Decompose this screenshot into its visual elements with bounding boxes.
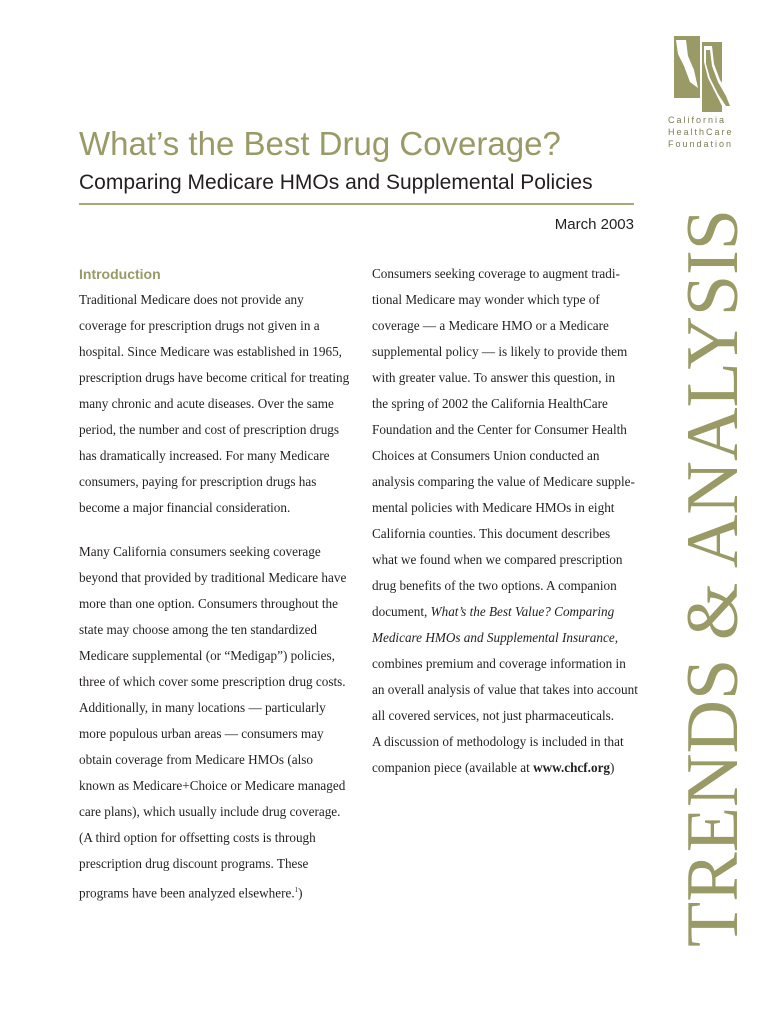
text-line: consumers, paying for prescription drugs has [79,474,317,489]
text-fragment: companion piece (available at [372,760,534,775]
org-line-1: California [668,115,727,125]
text-line: A discussion of methodology is included in that [372,734,624,749]
text-fragment: ) [610,760,615,775]
text-line: more populous urban areas — consumers may [79,726,324,741]
text-line: many chronic and acute diseases. Over the same [79,396,334,411]
text-line: all covered services, not just pharmaceuticals. [372,708,615,723]
text-line: Additionally, in many locations — particularly [79,700,326,715]
text-line: known as Medicare+Choice or Medicare managed [79,778,346,793]
text-line: with greater value. To answer this question, in [372,370,616,385]
text-line: prescription drugs have become critical for treating [79,370,350,385]
text-line: prescription drug discount programs. These [79,856,309,871]
left-column [79,261,359,906]
text-line: has dramatically increased. For many Medicare [79,448,330,463]
text-line: Many California consumers seeking coverage [79,544,321,559]
text-line: Foundation and the Center for Consumer Health [372,422,627,437]
text-fragment: document, [372,604,431,619]
right-column [372,261,640,781]
text-line: more than one option. Consumers throughout the [79,596,338,611]
text-line: combines premium and coverage information in [372,656,626,671]
companion-document-title: What’s the Best Value? Comparing [430,604,615,619]
text-line: drug benefits of the two options. A companion [372,578,617,593]
text-line: coverage for prescription drugs not given in a [79,318,320,333]
text-line [79,877,359,906]
text-line: hospital. Since Medicare was established in 1965, [79,344,342,359]
text-line: beyond that provided by traditional Medicare have [79,570,347,585]
page-subtitle: Comparing Medicare HMOs and Supplemental Policies [79,171,593,194]
companion-document-title: Medicare HMOs and Supplemental Insurance, [372,630,618,645]
text-line: Consumers seeking coverage to augment tradi- [372,266,620,281]
series-name-text: TRENDS & ANALYSIS [672,210,754,947]
intro-paragraph-2 [79,539,359,906]
text-line: supplemental policy — is likely to provide them [372,344,628,359]
text-fragment: ) [298,885,303,901]
text-line [372,599,640,625]
text-line: coverage — a Medicare HMO or a Medicare [372,318,609,333]
text-line: Traditional Medicare does not provide any [79,292,304,307]
title-divider [79,203,634,205]
text-line: become a major financial consideration. [79,500,291,515]
text-line [372,625,640,651]
text-fragment: programs have been analyzed elsewhere. [79,885,295,901]
text-line: tional Medicare may wonder which type of [372,292,600,307]
org-line-2: HealthCare [668,127,734,137]
text-line [372,755,640,781]
trends-analysis-vertical-title [655,205,755,950]
intro-paragraph-1 [79,287,359,521]
text-line: Medicare supplemental (or “Medigap”) policies, [79,648,335,663]
org-line-3: Foundation [668,139,734,149]
foundation-name [668,114,744,150]
text-line: Choices at Consumers Union conducted an [372,448,600,463]
text-line: obtain coverage from Medicare HMOs (also [79,752,313,767]
text-line: period, the number and cost of prescription drugs [79,422,340,437]
text-line: (A third option for offsetting costs is through [79,830,316,845]
section-heading: Introduction [79,266,161,282]
page-title: What’s the Best Drug Coverage? [79,125,561,162]
footnote-ref: 1 [294,886,299,894]
publication-date: March 2003 [554,216,634,233]
text-line: analysis comparing the value of Medicare supple- [372,474,635,489]
body-paragraph [372,261,640,781]
text-line: California counties. This document describes [372,526,611,541]
text-line: mental policies with Medicare HMOs in eight [372,500,615,515]
text-line: care plans), which usually include drug coverage. [79,804,341,819]
text-line: what we found when we compared prescription [372,552,623,567]
text-line: state may choose among the ten standardized [79,622,318,637]
text-line: three of which cover some prescription drug costs. [79,674,346,689]
text-line: the spring of 2002 the California HealthCare [372,396,608,411]
website-link[interactable]: www.chcf.org [533,760,611,775]
text-line: an overall analysis of value that takes into account [372,682,638,697]
california-map-logo [668,36,738,112]
